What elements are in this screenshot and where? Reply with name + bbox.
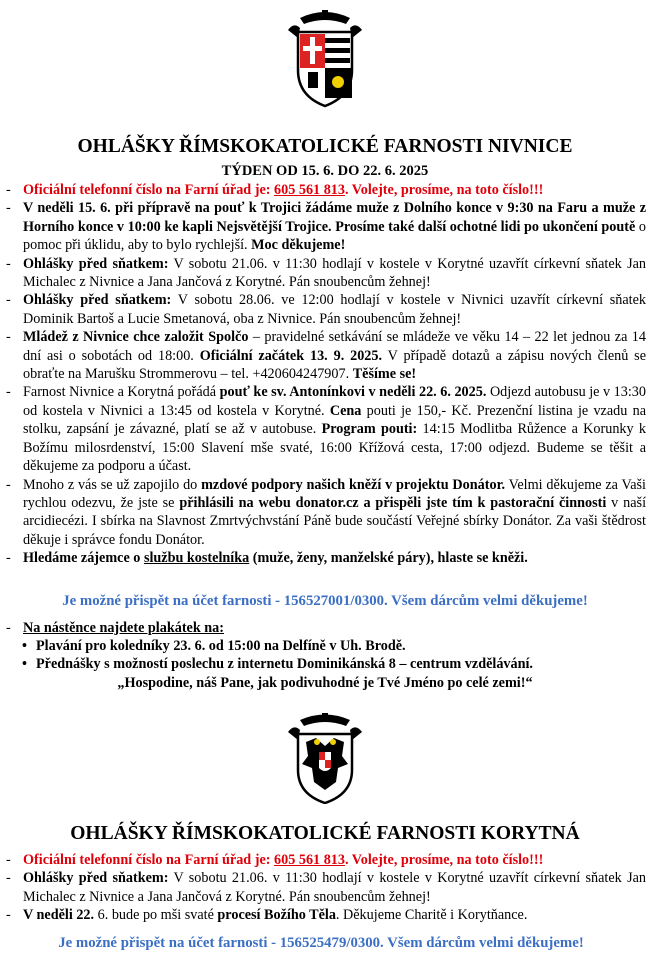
announcement-banns: - Ohlášky před sňatkem: V sobotu 21.06. v 11:30 hodlají v kostele v Korytné uzavřít církevní sňatek Jan Michalec z Nivnice a Jana Jančová z Korytné. Pán snoubencům žehnej! xyxy=(0,869,650,906)
announcements-list-nivnice xyxy=(0,181,650,568)
announcement-sexton: - Hledáme zájemce o službu kostelníka (muže, ženy, manželské páry), hlaste se kněži. xyxy=(0,549,650,567)
announcement-banns-2: - Ohlášky před sňatkem: V sobotu 28.06. ve 12:00 hodlají v kostele v Nivnici uzavřít církevní sňatek Dominik Bartoš a Lucie Smetanová, oba z Nivnice. Pán snoubencům žehnej! xyxy=(0,291,650,328)
noticeboard-item: • Přednášky s možností poslechu z internetu Dominikánská 8 – centrum vzdělávání. xyxy=(20,655,650,673)
noticeboard-items xyxy=(20,637,650,674)
psalm-quote: „Hospodine, náš Pane, jak podivuhodné je Tvé Jméno po celé zemi!“ xyxy=(117,675,533,691)
parish-title-korytna: OHLÁŠKY ŘÍMSKOKATOLICKÉ FARNOSTI KORYTNÁ xyxy=(70,823,580,844)
noticeboard-item: • Plavání pro koledníky 23. 6. od 15:00 na Delfíně v Uh. Brodě. xyxy=(20,637,650,655)
announcement-procession: - V neděli 22. 6. bude po mši svaté procesí Božího Těla. Děkujeme Charitě i Korytňance. xyxy=(0,906,650,924)
parish-title-nivnice: OHLÁŠKY ŘÍMSKOKATOLICKÉ FARNOSTI NIVNICE xyxy=(77,136,573,157)
parish-crest-nivnice-icon xyxy=(286,8,364,108)
week-range: TÝDEN OD 15. 6. DO 22. 6. 2025 xyxy=(221,163,429,179)
announcements-list-korytna xyxy=(0,851,650,925)
noticeboard-header-list xyxy=(0,619,650,637)
announcement-donator: - Mnoho z vás se už zapojilo do mzdové podpory našich kněží v projektu Donátor. Velmi děkujeme za Vaši rychlou odezvu, že jste se přihlásili na webu donator.cz a přispěli jste tím k pastorační činnosti v naší arcidiecézi. I sbírka na Slavnost Zmrtvýchvstání Páně bude součástí Veřejné sbírky Donátor. Za vaši štědrost děkuje i správce fondu Donátor. xyxy=(0,476,650,550)
announcement-phone: - Oficiální telefonní číslo na Farní úřad je: 605 561 813. Volejte, prosíme, na toto číslo!!! xyxy=(0,181,650,199)
donation-account-korytna: Je možné přispět na účet farnosti - 156525479/0300. Všem dárcům velmi děkujeme! xyxy=(58,935,584,951)
noticeboard-title: - Na nástěnce najdete plakátek na: xyxy=(0,619,650,637)
announcement-phone: - Oficiální telefonní číslo na Farní úřad je: 605 561 813. Volejte, prosíme, na toto číslo!!! xyxy=(0,851,650,869)
parish-crest-korytna-icon xyxy=(286,712,364,804)
announcement-banns-1: - Ohlášky před sňatkem: V sobotu 21.06. v 11:30 hodlají v kostele v Korytné uzavřít církevní sňatek Jan Michalec z Nivnice a Jana Jančová z Korytné. Pán snoubencům žehnej! xyxy=(0,255,650,292)
donation-account-nivnice: Je možné přispět na účet farnosti - 156527001/0300. Všem dárcům velmi děkujeme! xyxy=(62,593,588,609)
announcement-pilgrimage-prep: - V neděli 15. 6. při přípravě na pouť k Trojici žádáme muže z Dolního konce v 9:30 na Faru a muže z Horního konce v 10:00 ke kapli Nejsvětější Trojice. Prosíme také další ochotné lidi po ukončení poutě o pomoc při úklidu, aby to bylo rychlejší. Moc děkujeme! xyxy=(0,199,650,254)
announcement-youth-group: - Mládež z Nivnice chce založit Spolčo – pravidelné setkávání se mládeže ve věku 14 – 22 let jednou za 14 dní asi o sobotách od 18:00. Oficiální začátek 13. 9. 2025. V případě dotazů a zápisu nových členů se obraťte na Marušku Strommerovu – tel. +420604247907. Těšíme se! xyxy=(0,328,650,383)
announcement-pilgrimage-antonin: - Farnost Nivnice a Korytná pořádá pouť ke sv. Antonínkovi v neděli 22. 6. 2025. Odjezd autobusu je v 13:30 od kostela v Nivnici a 13:45 od kostela v Korytné. Cena pouti je 150,- Kč. Prezenční listina je vzadu na stolku, zapsání je závazné, platí se až v autobuse. Program pouti: 14:15 Modlitba Růžence a Korunky k Božímu milosrdenství, 15:00 Slavení mše svaté, 16:00 Křížová cesta, 17:00 odjezd. Budeme se těšit a děkujeme za podporu a účast. xyxy=(0,383,650,475)
